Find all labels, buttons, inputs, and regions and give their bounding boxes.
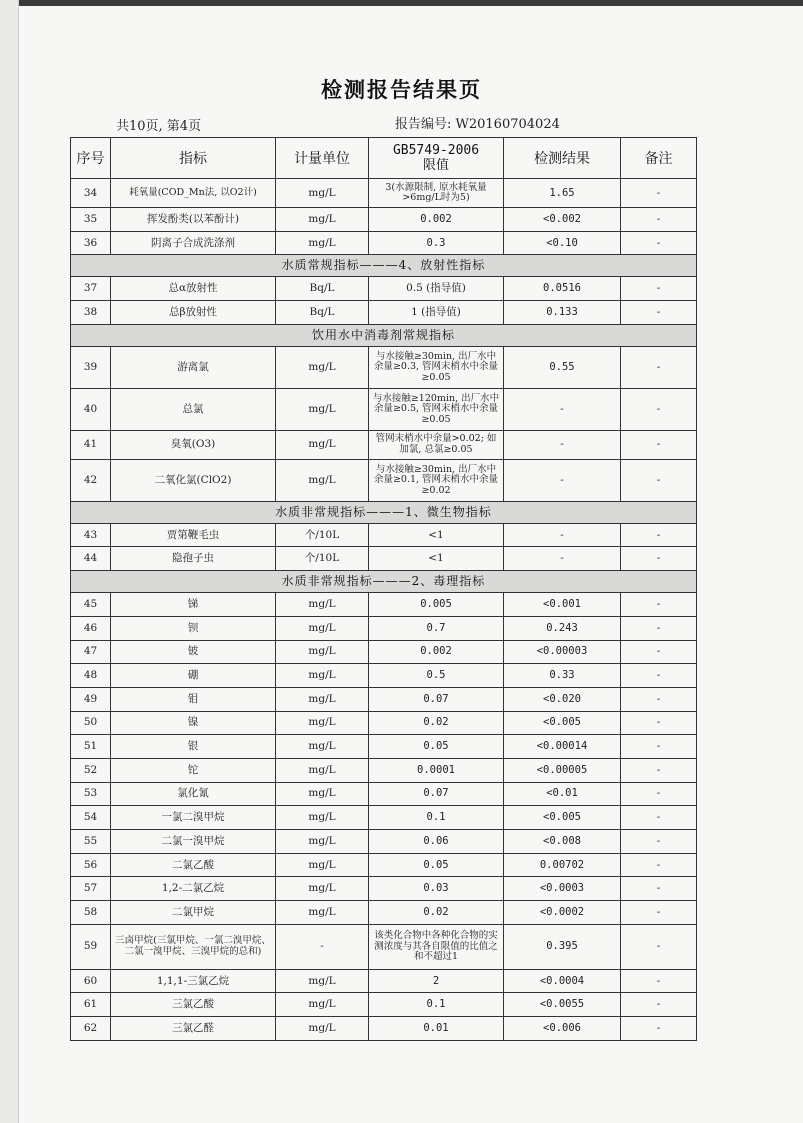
cell-limit: 0.05 [369, 853, 504, 877]
cell-remark: - [621, 616, 697, 640]
table-row [71, 640, 697, 664]
cell-indicator: 臭氧(O3) [111, 430, 276, 459]
cell-remark: - [621, 388, 697, 430]
cell-remark: - [621, 430, 697, 459]
cell-unit: mg/L [276, 806, 369, 830]
cell-no: 49 [71, 687, 111, 711]
cell-no: 61 [71, 993, 111, 1017]
cell-no: 46 [71, 616, 111, 640]
cell-remark: - [621, 179, 697, 208]
col-result: 检测结果 [504, 138, 621, 179]
cell-limit: 0.1 [369, 993, 504, 1017]
cell-limit: 0.01 [369, 1017, 504, 1041]
cell-limit: 与水接触≥30min, 出厂水中余量≥0.1, 管网末梢水中余量≥0.02 [369, 459, 504, 501]
cell-result: - [504, 459, 621, 501]
table-row [71, 179, 697, 208]
cell-no: 60 [71, 969, 111, 993]
cell-result: <0.0055 [504, 993, 621, 1017]
table-row [71, 208, 697, 232]
cell-indicator: 钼 [111, 687, 276, 711]
cell-remark: - [621, 687, 697, 711]
cell-remark: - [621, 593, 697, 617]
cell-remark: - [621, 346, 697, 388]
cell-result: <0.005 [504, 806, 621, 830]
cell-remark: - [621, 901, 697, 925]
cell-unit: mg/L [276, 877, 369, 901]
cell-no: 50 [71, 711, 111, 735]
cell-result: 0.33 [504, 664, 621, 688]
cell-remark: - [621, 830, 697, 854]
cell-unit: mg/L [276, 231, 369, 255]
cell-indicator: 氯化氰 [111, 782, 276, 806]
cell-result: - [504, 430, 621, 459]
table-row [71, 993, 697, 1017]
cell-limit: 该类化合物中各种化合物的实测浓度与其各自限值的比值之和不超过1 [369, 924, 504, 969]
table-row [71, 430, 697, 459]
table-row [71, 459, 697, 501]
cell-limit: 0.03 [369, 877, 504, 901]
cell-no: 37 [71, 277, 111, 301]
cell-unit: mg/L [276, 459, 369, 501]
section-row [71, 571, 697, 593]
cell-unit: mg/L [276, 735, 369, 759]
cell-result: <0.0002 [504, 901, 621, 925]
cell-result: - [504, 388, 621, 430]
table-row [71, 711, 697, 735]
cell-result: <0.00005 [504, 758, 621, 782]
cell-indicator: 二氯甲烷 [111, 901, 276, 925]
cell-no: 45 [71, 593, 111, 617]
cell-remark: - [621, 969, 697, 993]
section-title-toxicology: 水质非常规指标———2、毒理指标 [71, 571, 697, 593]
cell-result: 1.65 [504, 179, 621, 208]
cell-limit: 管网末梢水中余量>0.02; 如加氯, 总氯≥0.05 [369, 430, 504, 459]
page-count: 共10页, 第4页 [116, 119, 202, 134]
cell-limit: 3(水源限制, 原水耗氧量>6mg/L时为5) [369, 179, 504, 208]
cell-no: 43 [71, 523, 111, 547]
cell-result: <0.00014 [504, 735, 621, 759]
cell-no: 59 [71, 924, 111, 969]
cell-no: 57 [71, 877, 111, 901]
cell-unit: mg/L [276, 593, 369, 617]
cell-unit: mg/L [276, 969, 369, 993]
cell-remark: - [621, 806, 697, 830]
cell-indicator: 二氧化氯(ClO2) [111, 459, 276, 501]
cell-no: 53 [71, 782, 111, 806]
cell-remark: - [621, 877, 697, 901]
cell-limit: 与水接触≥30min, 出厂水中余量≥0.3, 管网末梢水中余量≥0.05 [369, 346, 504, 388]
cell-limit: 0.0001 [369, 758, 504, 782]
col-indicator: 指标 [111, 138, 276, 179]
cell-limit: 0.7 [369, 616, 504, 640]
cell-unit: mg/L [276, 1017, 369, 1041]
table-row [71, 523, 697, 547]
cell-indicator: 总氯 [111, 388, 276, 430]
cell-unit: mg/L [276, 664, 369, 688]
cell-limit: 0.07 [369, 782, 504, 806]
report-title: 检测报告结果页 [321, 78, 482, 102]
cell-remark: - [621, 277, 697, 301]
cell-remark: - [621, 853, 697, 877]
cell-limit: 0.02 [369, 711, 504, 735]
cell-result: <0.0003 [504, 877, 621, 901]
cell-remark: - [621, 547, 697, 571]
cell-indicator: 总α放射性 [111, 277, 276, 301]
table-row [71, 830, 697, 854]
cell-remark: - [621, 208, 697, 232]
cell-limit: 0.07 [369, 687, 504, 711]
cell-unit: mg/L [276, 782, 369, 806]
cell-unit: mg/L [276, 687, 369, 711]
cell-indicator: 铊 [111, 758, 276, 782]
cell-no: 52 [71, 758, 111, 782]
table-row [71, 687, 697, 711]
cell-result: <0.002 [504, 208, 621, 232]
cell-unit: mg/L [276, 388, 369, 430]
cell-result: <0.008 [504, 830, 621, 854]
results-table [70, 137, 697, 1041]
cell-unit: mg/L [276, 640, 369, 664]
cell-no: 40 [71, 388, 111, 430]
cell-indicator: 银 [111, 735, 276, 759]
table-row [71, 301, 697, 325]
cell-indicator: 三卤甲烷(三氯甲烷、一氯二溴甲烷、二氯一溴甲烷、三溴甲烷的总和) [111, 924, 276, 969]
cell-no: 34 [71, 179, 111, 208]
cell-result: 0.243 [504, 616, 621, 640]
cell-no: 56 [71, 853, 111, 877]
cell-result: <0.020 [504, 687, 621, 711]
table-row [71, 664, 697, 688]
cell-unit: mg/L [276, 430, 369, 459]
cell-limit: 0.005 [369, 593, 504, 617]
table-row [71, 616, 697, 640]
cell-indicator: 总β放射性 [111, 301, 276, 325]
cell-limit: 2 [369, 969, 504, 993]
cell-no: 55 [71, 830, 111, 854]
table-row [71, 231, 697, 255]
table-row [71, 346, 697, 388]
cell-limit: <1 [369, 523, 504, 547]
cell-no: 41 [71, 430, 111, 459]
section-title-disinfectant: 饮用水中消毒剂常规指标 [71, 324, 697, 346]
cell-unit: mg/L [276, 853, 369, 877]
section-row [71, 255, 697, 277]
table-row [71, 924, 697, 969]
cell-limit: 0.1 [369, 806, 504, 830]
cell-remark: - [621, 640, 697, 664]
table-row [71, 806, 697, 830]
cell-unit: Bq/L [276, 301, 369, 325]
cell-result: <0.005 [504, 711, 621, 735]
table-row [71, 969, 697, 993]
cell-result: - [504, 547, 621, 571]
cell-result: <0.10 [504, 231, 621, 255]
cell-unit: mg/L [276, 758, 369, 782]
cell-no: 58 [71, 901, 111, 925]
cell-result: - [504, 523, 621, 547]
cell-indicator: 三氯乙醛 [111, 1017, 276, 1041]
cell-result: <0.00003 [504, 640, 621, 664]
cell-result: <0.0004 [504, 969, 621, 993]
table-row [71, 388, 697, 430]
cell-result: 0.00702 [504, 853, 621, 877]
section-title-radioactive: 水质常规指标———4、放射性指标 [71, 255, 697, 277]
cell-limit: 0.002 [369, 208, 504, 232]
table-row [71, 877, 697, 901]
cell-result: <0.001 [504, 593, 621, 617]
cell-result: 0.395 [504, 924, 621, 969]
cell-limit: 与水接触≥120min, 出厂水中余量≥0.5, 管网末梢水中余量≥0.05 [369, 388, 504, 430]
cell-indicator: 隐孢子虫 [111, 547, 276, 571]
cell-indicator: 三氯乙酸 [111, 993, 276, 1017]
cell-unit: 个/10L [276, 547, 369, 571]
cell-remark: - [621, 782, 697, 806]
cell-no: 39 [71, 346, 111, 388]
cell-indicator: 一氯二溴甲烷 [111, 806, 276, 830]
col-limit-line2: 限值 [422, 158, 449, 173]
cell-indicator: 钡 [111, 616, 276, 640]
col-unit: 计量单位 [276, 138, 369, 179]
table-row [71, 901, 697, 925]
cell-indicator: 挥发酚类(以苯酚计) [111, 208, 276, 232]
table-row [71, 547, 697, 571]
table-row [71, 782, 697, 806]
table-row [71, 758, 697, 782]
table-row [71, 1017, 697, 1041]
cell-result: 0.0516 [504, 277, 621, 301]
cell-no: 38 [71, 301, 111, 325]
cell-indicator: 硼 [111, 664, 276, 688]
cell-result: <0.006 [504, 1017, 621, 1041]
cell-indicator: 1,2-二氯乙烷 [111, 877, 276, 901]
cell-limit: 0.5 [369, 664, 504, 688]
col-no: 序号 [71, 138, 111, 179]
cell-no: 44 [71, 547, 111, 571]
cell-unit: Bq/L [276, 277, 369, 301]
cell-no: 47 [71, 640, 111, 664]
cell-remark: - [621, 664, 697, 688]
cell-remark: - [621, 459, 697, 501]
cell-indicator: 镍 [111, 711, 276, 735]
scan-top-edge [0, 0, 803, 6]
cell-no: 35 [71, 208, 111, 232]
cell-unit: - [276, 924, 369, 969]
table-row [71, 735, 697, 759]
table-row [71, 593, 697, 617]
cell-unit: mg/L [276, 616, 369, 640]
cell-unit: mg/L [276, 830, 369, 854]
col-limit-line1: GB5749-2006 [392, 143, 480, 158]
cell-remark: - [621, 1017, 697, 1041]
cell-no: 48 [71, 664, 111, 688]
cell-remark: - [621, 301, 697, 325]
cell-unit: mg/L [276, 346, 369, 388]
scan-left-edge [0, 0, 19, 1123]
section-title-microbial: 水质非常规指标———1、微生物指标 [71, 501, 697, 523]
cell-indicator: 二氯乙酸 [111, 853, 276, 877]
cell-result: <0.01 [504, 782, 621, 806]
cell-remark: - [621, 231, 697, 255]
cell-limit: 0.06 [369, 830, 504, 854]
cell-limit: 1 (指导值) [369, 301, 504, 325]
cell-no: 51 [71, 735, 111, 759]
cell-result: 0.55 [504, 346, 621, 388]
cell-indicator: 二氯一溴甲烷 [111, 830, 276, 854]
cell-limit: <1 [369, 547, 504, 571]
section-row [71, 324, 697, 346]
cell-unit: mg/L [276, 711, 369, 735]
col-limit [369, 138, 504, 179]
cell-indicator: 贾第鞭毛虫 [111, 523, 276, 547]
cell-unit: mg/L [276, 208, 369, 232]
cell-limit: 0.3 [369, 231, 504, 255]
cell-no: 42 [71, 459, 111, 501]
cell-remark: - [621, 924, 697, 969]
cell-indicator: 锑 [111, 593, 276, 617]
header-row [71, 138, 697, 179]
cell-limit: 0.002 [369, 640, 504, 664]
cell-limit: 0.02 [369, 901, 504, 925]
report-number: 报告编号: W20160704024 [395, 117, 560, 132]
section-row [71, 501, 697, 523]
cell-remark: - [621, 758, 697, 782]
cell-limit: 0.05 [369, 735, 504, 759]
cell-result: 0.133 [504, 301, 621, 325]
cell-unit: mg/L [276, 179, 369, 208]
cell-indicator: 耗氧量(COD_Mn法, 以O2计) [111, 179, 276, 208]
cell-unit: mg/L [276, 901, 369, 925]
table-row [71, 853, 697, 877]
cell-limit: 0.5 (指导值) [369, 277, 504, 301]
cell-indicator: 1,1,1-三氯乙烷 [111, 969, 276, 993]
cell-remark: - [621, 993, 697, 1017]
cell-unit: 个/10L [276, 523, 369, 547]
cell-remark: - [621, 735, 697, 759]
cell-unit: mg/L [276, 993, 369, 1017]
cell-remark: - [621, 523, 697, 547]
cell-indicator: 铍 [111, 640, 276, 664]
col-remark: 备注 [621, 138, 697, 179]
cell-indicator: 阴离子合成洗涤剂 [111, 231, 276, 255]
cell-indicator: 游离氯 [111, 346, 276, 388]
cell-no: 62 [71, 1017, 111, 1041]
table-row [71, 277, 697, 301]
cell-remark: - [621, 711, 697, 735]
cell-no: 54 [71, 806, 111, 830]
cell-no: 36 [71, 231, 111, 255]
